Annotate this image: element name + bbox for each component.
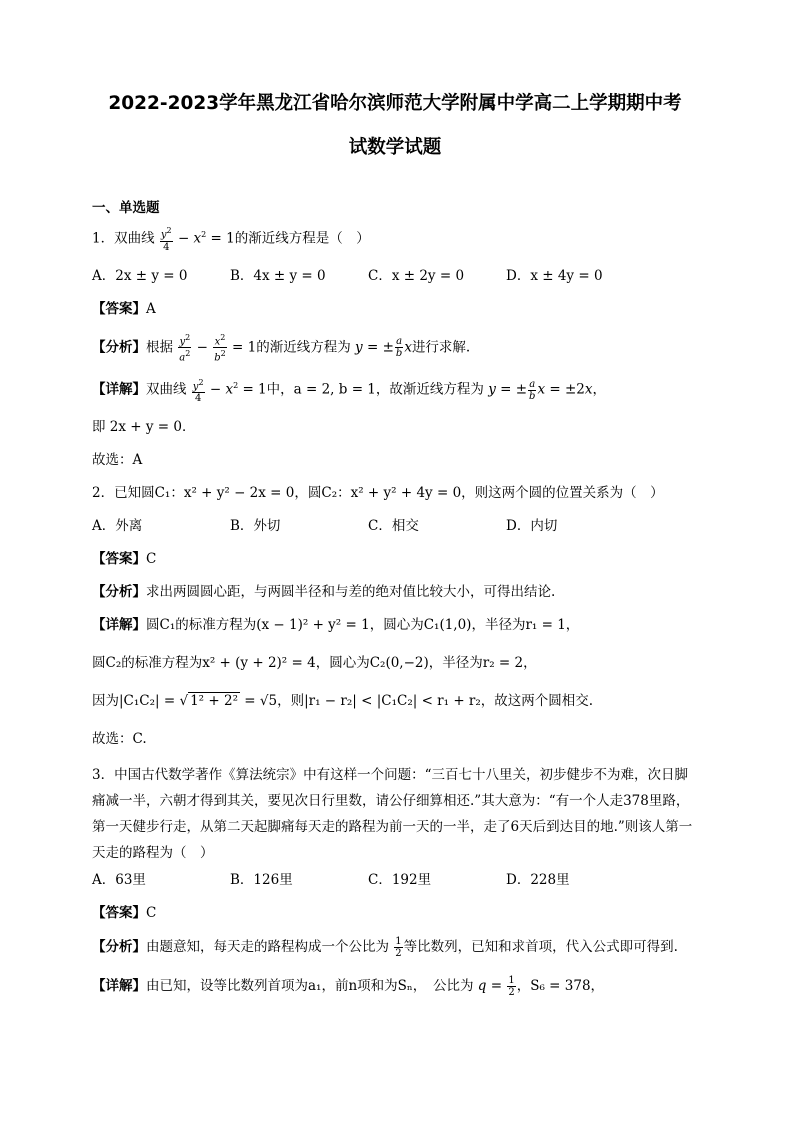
q1-detail-2: 即 2x + y = 0． [92,418,196,435]
option-b: B．外切 [230,517,281,534]
q1-detail: 【详解】双曲线 $\frac{y^2}{4}$ − $x^2 = 1$中，a = 2, b = 1，故渐近线方程为 y = ± $\frac{a}{b}$ x = ±2x， [92,377,606,404]
option-b: B．126里 [230,871,293,888]
q2-detail-1: 【详解】圆C₁的标准方程为(x − 1)² + y² = 1，圆心为C₁(1,0)，半径为r₁ = 1， [92,616,580,633]
q1-options [92,266,698,286]
q2-analysis: 【分析】求出两圆圆心距，与两圆半径和与差的绝对值比较大小，可得出结论. [92,583,556,600]
q3-detail: 【详解】由已知，设等比数列首项为a₁，前n项和为Sₙ， 公比为 q = $\frac{1}{2}$ ，S₆ = 378， [92,974,605,998]
option-c: C．192里 [368,871,432,888]
q3-options [92,870,698,890]
option-d: D．x ± 4y = 0 [506,267,603,284]
option-d: D．内切 [506,517,558,534]
option-b: B．4x ± y = 0 [230,267,326,284]
option-a: A．2x ± y = 0 [92,267,188,284]
q1-conclusion: 故选：A [92,451,143,468]
q2-detail-3: 因为|C₁C₂| = √ 1² + 2² = √5，则|r₁ − r₂| < |C₁C₂| < r₁ + r₂，故这两个圆相交. [92,692,594,709]
title-line-2: 试数学试题 [348,137,442,158]
q1-stem: 1．双曲线 $\frac{y^2}{4}$ − $x^2 = 1$的渐近线方程是（ ） [92,226,370,253]
option-d: D．228里 [506,871,570,888]
q2-detail-2: 圆C₂的标准方程为x² + (y + 2)² = 4，圆心为C₂(0,−2)，半径为r₂ = 2， [92,654,537,671]
q3-answer: 【答案】C [92,904,157,921]
option-a: A．63里 [92,871,146,888]
q1-answer: 【答案】A [92,300,156,317]
q2-conclusion: 故选：C. [92,730,147,747]
option-c: C．x ± 2y = 0 [368,267,465,284]
q3-stem: 3．中国古代数学著作《算法统宗》中有这样一个问题：“三百七十八里关，初步健步不为难，次日脚痛减一半，六朝才得到其关，要见次日行里数，请公仔细算相还.”其大意为：“有一个人走378里路，第一天健步行走，从第二天起脚痛每天走的路程为前一天的一半，走了6天后到达目的地.”则该人第一天走的路程为（ ） [92,766,693,861]
section-heading: 一、单选题 [92,200,160,216]
q3-analysis: 【分析】由题意知，每天走的路程构成一个公比为 $\frac{1}{2}$ 等比数列，已知和求首项，代入公式即可得到. [92,935,678,959]
q2-options [92,516,698,536]
option-c: C．相交 [368,517,419,534]
q2-answer: 【答案】C [92,550,157,567]
q2-stem: 2．已知圆C₁：x² + y² − 2x = 0，圆C₂：x² + y² + 4y = 0，则这两个圆的位置关系为（ ） [92,484,664,501]
q1-analysis: 【分析】根据 $\frac{y^2}{a^2}$ − $\frac{x^2}{b^2}$ = 1的渐近线方程为 y = ± $\frac{a}{b}$ x进行求解. [92,332,471,364]
page-title [82,82,708,170]
math-fraction: $\frac{y^2}{4}$ [160,226,172,253]
title-line-1: 2022-2023学年黑龙江省哈尔滨师范大学附属中学高二上学期期中考 [108,93,682,114]
option-a: A．外离 [92,517,143,534]
